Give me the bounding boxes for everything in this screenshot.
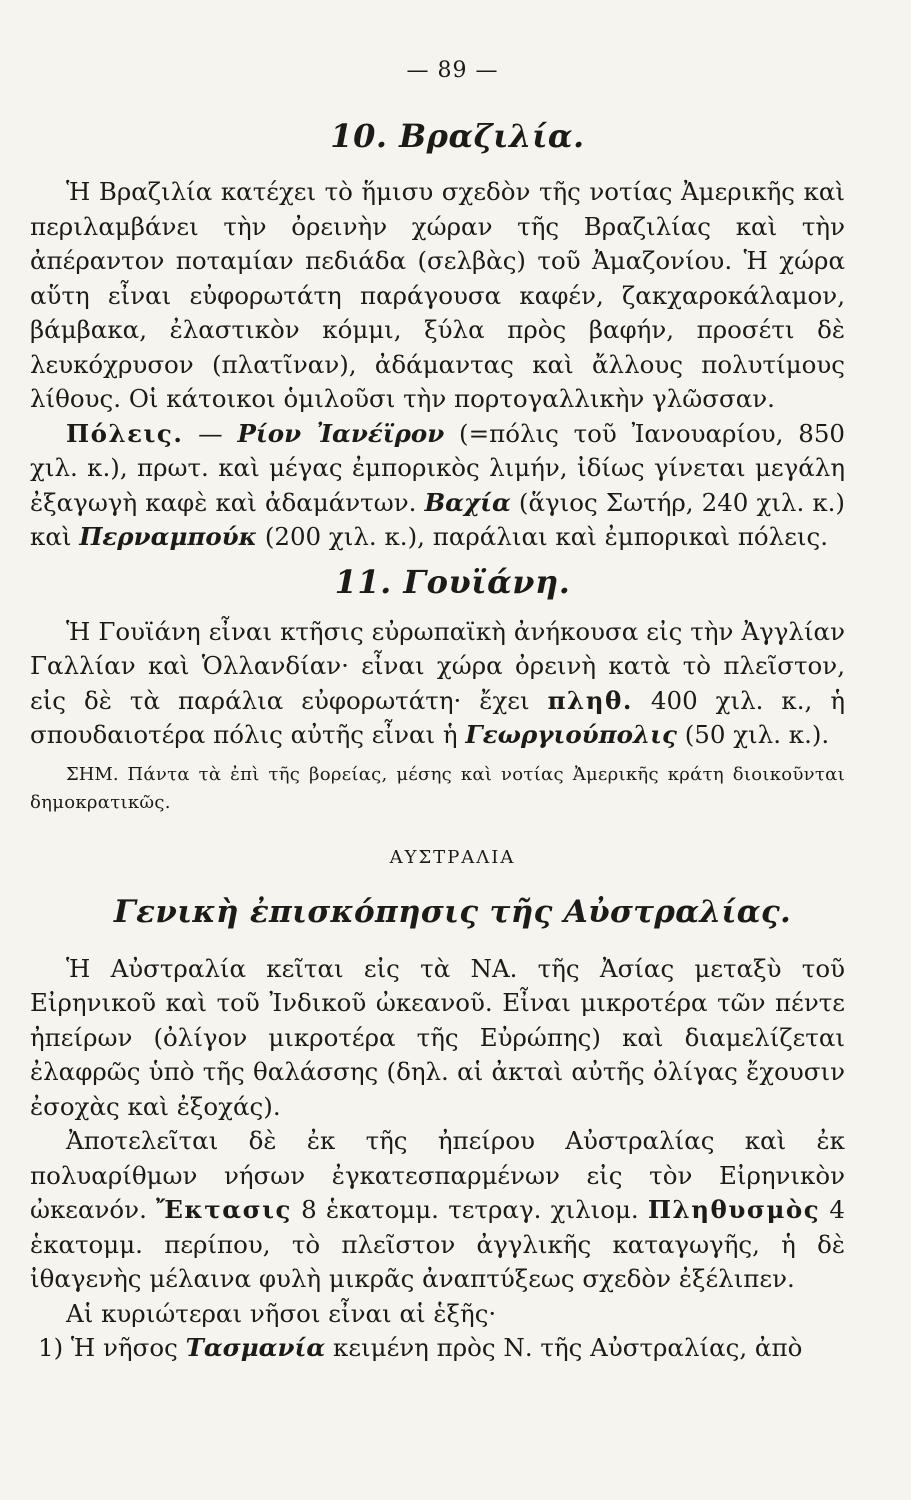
guiana-population-label: πληθ.	[547, 685, 633, 715]
guiana-text-3: (50 χιλ. κ.).	[676, 720, 830, 749]
section-title-guiana: 11. Γουϊάνη.	[334, 562, 571, 601]
australia-paragraph-2	[30, 1124, 845, 1297]
guiana-text-2: 400 χιλ. κ., ἡ σπουδαιοτέρα πόλις αὐτῆς εἶναι ἡ	[30, 685, 845, 749]
page-number: — 89 —	[406, 58, 499, 83]
cities-text-1: (=πόλις τοῦ Ἰανουαρίου, 850 χιλ. κ.), πρωτ. καὶ μέγας ἐμπορικὸς λιμήν, ἰδίως γίνεται μεγάλη ἐξαγωγὴ καφὲ καὶ ἀδαμάντων.	[30, 418, 845, 517]
extent-label: Ἔκτασις	[156, 1195, 292, 1224]
cities-text-3: (200 χιλ. κ.), παράλιαι καὶ ἐμπορικαὶ πόλεις.	[257, 522, 829, 551]
guiana-text-1: Ἡ Γουϊάνη εἶναι κτῆσις εὐρωπαϊκὴ ἀνήκουσα εἰς τὴν Ἀγγλίαν Γαλλίαν καὶ Ὁλλανδίαν· εἶναι χώρα ὀρεινὴ κατὰ τὸ πλεῖστον, εἰς δὲ τὰ παράλια εὐφορωτάτη· ἔχει	[30, 616, 845, 715]
note-text: Πάντα τὰ ἐπὶ τῆς βορείας, μέσης καὶ νοτίας Ἀμερικῆς κράτη διοικοῦνται δημοκρατικῶς.	[30, 763, 845, 813]
cities-label: Πόλεις.	[66, 418, 184, 448]
australia-text-3: 4 ἑκατομμ. περίπου, τὸ πλεῖστον ἀγγλικῆς καταγωγῆς, ἡ δὲ ἰθαγενὴς μέλαινα φυλὴ μικρᾶς ἀναπτύξεως σχεδὸν ἐξέλιπεν.	[30, 1195, 845, 1293]
note-label: ΣΗΜ.	[66, 763, 119, 785]
cities-dash: —	[183, 418, 238, 448]
guiana-paragraph	[30, 615, 845, 753]
continent-heading: ΑΥΣΤΡΑΛΙΑ	[389, 846, 516, 868]
brazil-cities-paragraph	[30, 417, 845, 555]
cities-text-2: (ἅγιος Σωτήρ, 240 χιλ. κ.) καὶ	[30, 487, 845, 551]
australia-text-2: 8 ἑκατομμ. τετραγ. χιλιομ.	[291, 1195, 648, 1224]
city-pernambuco: Περναμπούκ	[79, 522, 258, 551]
city-bahia: Βαχία	[424, 487, 511, 517]
australia-paragraph-1: Ἡ Αὐστραλία κεῖται εἰς τὰ ΝΑ. τῆς Ἀσίας μεταξὺ τοῦ Εἰρηνικοῦ καὶ τοῦ Ἰνδικοῦ ὠκεανοῦ. Εἶναι μικροτέρα τῶν πέντε ἠπείρων (ὀλίγον μικροτέρα τῆς Εὐρώπης) καὶ διαμελίζεται ἐλαφρῶς ὑπὸ τῆς θαλάσσης (δηλ. αἱ ἀκταὶ αὐτῆς ὀλίγας ἔχουσιν ἐσοχὰς καὶ ἐξοχάς).	[30, 953, 845, 1121]
city-rio: Ρίον Ἰανέϊρον	[237, 418, 445, 448]
australia-paragraph-3: Αἱ κυριώτεραι νῆσοι εἶναι αἱ ἑξῆς·	[66, 1298, 497, 1328]
australia-text-1: Ἀποτελεῖται δὲ ἐκ τῆς ἠπείρου Αὐστραλίας καὶ ἐκ πολυαρίθμων νήσων ἐγκατεσπαρμένων εἰς τὸν Εἰρηνικὸν ὠκεανόν.	[30, 1126, 845, 1224]
section-title-brazil: 10. Βραζιλία.	[330, 117, 585, 155]
australia-overview-title: Γενικὴ ἐπισκόπησις τῆς Αὐστραλίας.	[113, 893, 792, 930]
island-tasmania: Τασμανία	[185, 1333, 326, 1362]
population-label: Πληθυσμὸς	[647, 1195, 821, 1224]
city-georgetown: Γεωργιούπολις	[465, 720, 677, 749]
brazil-paragraph: Ἡ Βραζιλία κατέχει τὸ ἥμισυ σχεδὸν τῆς νοτίας Ἀμερικῆς καὶ περιλαμβάνει τὴν ὀρεινὴν χώραν τῆς Βραζιλίας καὶ τὴν ἀπέραντον ποταμίαν πεδιάδα (σελβὰς) τοῦ Ἀμαζονίου. Ἡ χώρα αὕτη εἶναι εὐφορωτάτη παράγουσα καφέν, ζακχαροκάλαμον, βάμβακα, ἐλαστικὸν κόμμι, ξύλα πρὸς βαφήν, προσέτι δὲ λευκόχρυσον (πλατῖναν), ἀδάμαντας καὶ ἄλλους πολυτίμους λίθους. Οἱ κάτοικοι ὁμιλοῦσι τὴν πορτογαλλικὴν γλῶσσαν.	[30, 177, 845, 413]
item1-text-2: κειμένη πρὸς Ν. τῆς Αὐστραλίας, ἀπὸ	[325, 1333, 803, 1362]
island-item-1	[30, 1331, 845, 1366]
item1-text-1: 1) Ἡ νῆσος	[38, 1333, 186, 1362]
footnote	[30, 761, 845, 817]
